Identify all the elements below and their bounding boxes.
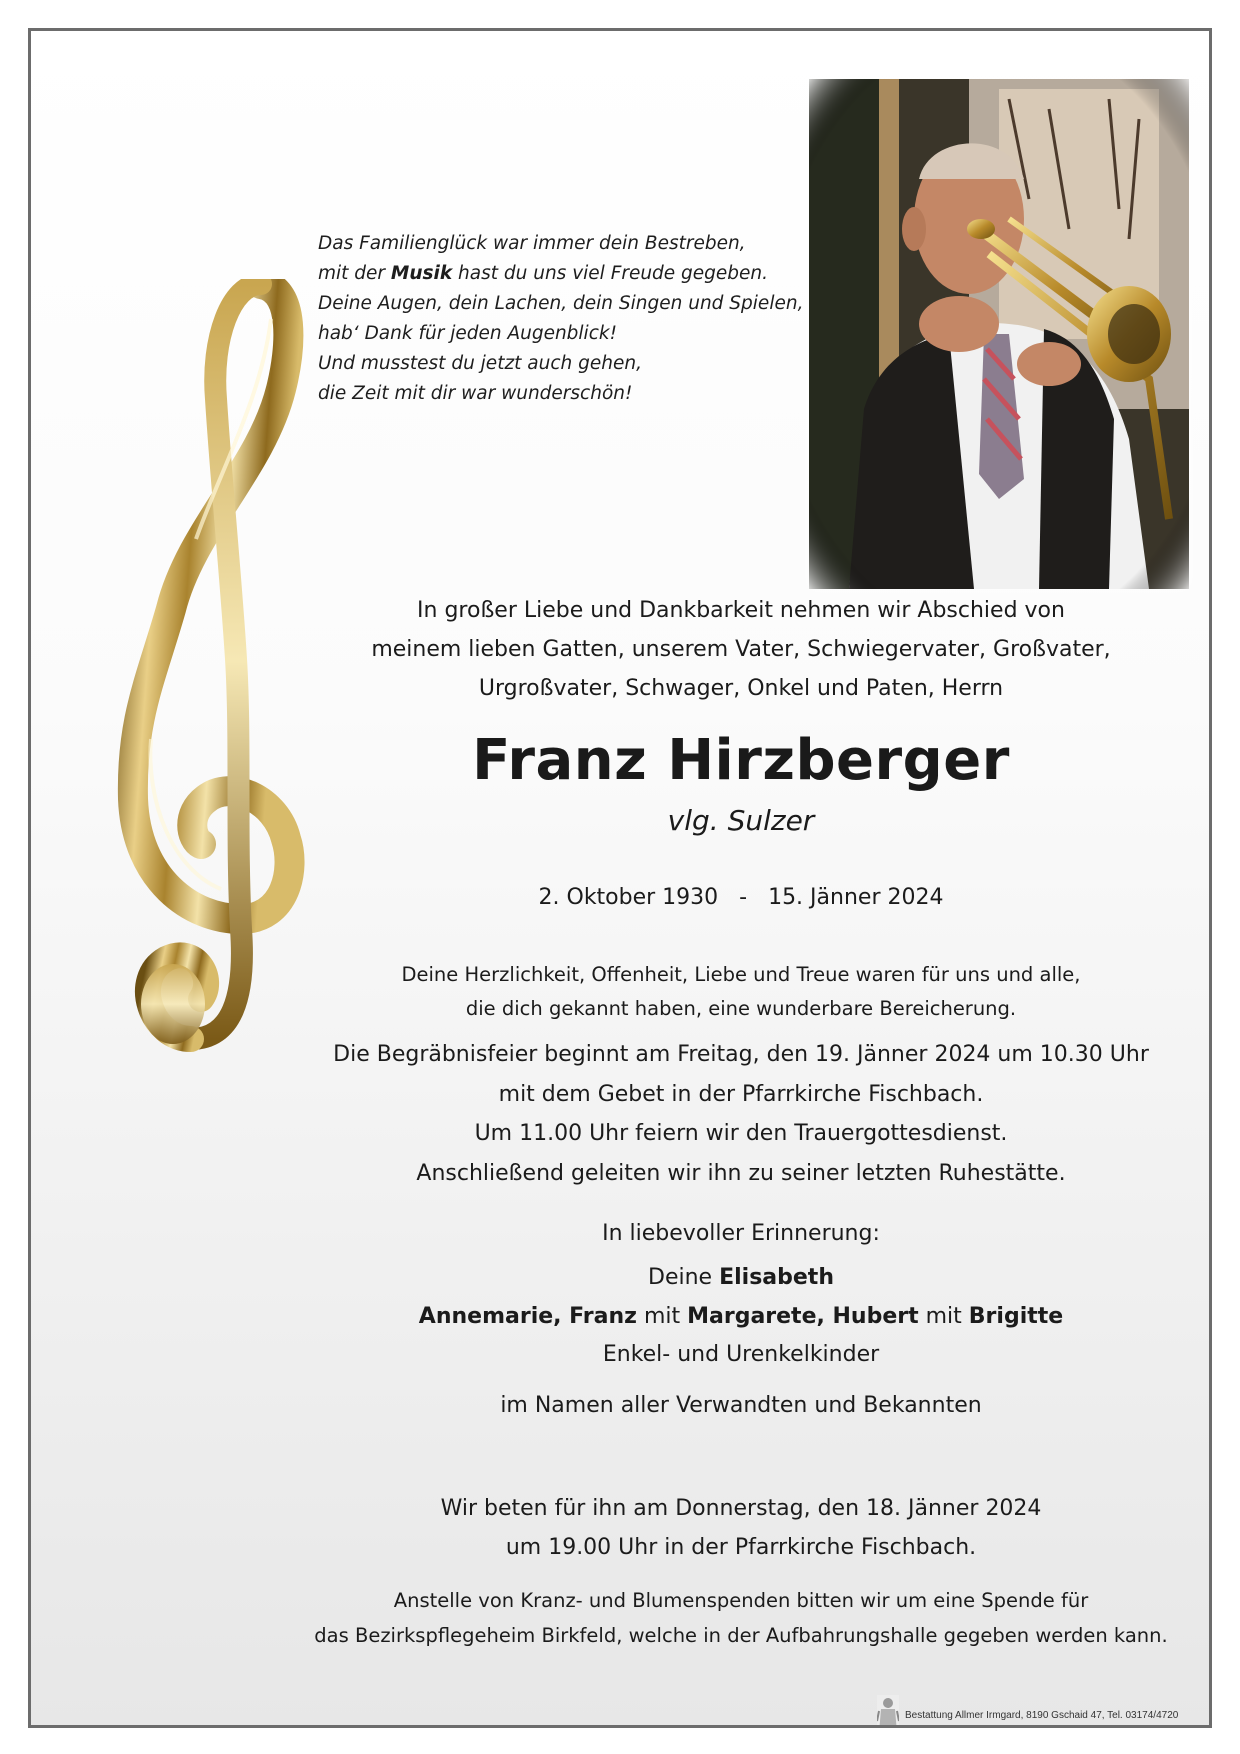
prayer-line: Wir beten für ihn am Donnerstag, den 18. Jänner 2024: [440, 1496, 1042, 1521]
life-dates: 2. Oktober 1930 - 15. Jänner 2024: [538, 885, 944, 910]
tribute-line: die dich gekannt haben, eine wunderbare Bereicherung.: [465, 997, 1017, 1020]
portrait-photo: [809, 79, 1189, 589]
poem-line: Das Familienglück war immer dein Bestreben,: [318, 233, 746, 254]
mourner-prefix: Deine: [648, 1265, 720, 1290]
angel-logo-icon: [877, 1695, 899, 1728]
tribute-line: Deine Herzlichkeit, Offenheit, Liebe und Treue waren für uns und alle,: [401, 963, 1081, 986]
deceased-name: Franz Hirzberger: [472, 728, 1010, 793]
obituary-card: [28, 28, 1212, 1728]
mourner-conjunction: mit: [636, 1303, 688, 1329]
mourner-children: [261, 1298, 1212, 1337]
funeral-home-footer: [877, 1703, 1178, 1727]
mourner-relatives: im Namen aller Verwandten und Bekannten: [500, 1393, 982, 1418]
mourner-wife: [261, 1259, 1212, 1298]
poem-line: hab‘ Dank für jeden Augenblick!: [318, 323, 617, 344]
poem-line: [318, 259, 798, 289]
funeral-line: mit dem Gebet in der Pfarrkirche Fischbach.: [498, 1081, 984, 1107]
donation-line: Anstelle von Kranz- und Blumenspenden bitten wir um eine Spende für: [393, 1589, 1089, 1612]
deceased-alias: vlg. Sulzer: [667, 804, 815, 837]
tribute-text: [261, 958, 1212, 1026]
poem: [318, 229, 804, 409]
poem-line: Deine Augen, dein Lachen, dein Singen und Spielen,: [318, 293, 804, 314]
mourner-conjunction: mit: [918, 1303, 969, 1329]
mourner-grandchildren: Enkel- und Urenkelkinder: [602, 1342, 880, 1367]
intro-line: meinem lieben Gatten, unserem Vater, Schwiegervater, Großvater,: [371, 637, 1111, 662]
funeral-details: [261, 1035, 1212, 1193]
poem-line: die Zeit mit dir war wunderschön!: [318, 383, 633, 404]
poem-line: Und musstest du jetzt auch gehen,: [318, 353, 642, 374]
donation-line: das Bezirkspflegeheim Birkfeld, welche in der Aufbahrungshalle gegeben werden kann.: [314, 1624, 1168, 1647]
funeral-line: Die Begräbnisfeier beginnt am Freitag, den 19. Jänner 2024 um 10.30 Uhr: [333, 1042, 1149, 1067]
funeral-line: Um 11.00 Uhr feiern wir den Trauergottesdienst.: [474, 1121, 1008, 1146]
funeral-home-text: Bestattung Allmer Irmgard, 8190 Gschaid 47, Tel. 03174/4720: [905, 1709, 1179, 1721]
mourner-name: Brigitte: [968, 1303, 1064, 1329]
mourners-list: [261, 1259, 1212, 1375]
prayer-line: um 19.00 Uhr in der Pfarrkirche Fischbach.: [505, 1535, 977, 1560]
poem-emphasis: Musik: [390, 263, 453, 284]
prayer-details: [261, 1489, 1212, 1567]
donation-note: [261, 1583, 1212, 1653]
mourner-name: Annemarie, Franz: [418, 1303, 637, 1329]
intro-line: Urgroßvater, Schwager, Onkel und Paten, Herrn: [478, 676, 1004, 701]
mourner-name: Elisabeth: [719, 1265, 834, 1290]
intro-line: In großer Liebe und Dankbarkeit nehmen wir Abschied von: [417, 598, 1065, 623]
mourner-name: Margarete, Hubert: [687, 1303, 919, 1329]
memory-label: In liebevoller Erinnerung:: [602, 1221, 880, 1246]
funeral-line: Anschließend geleiten wir ihn zu seiner letzten Ruhestätte.: [416, 1160, 1066, 1186]
poem-text: mit der: [318, 263, 391, 284]
intro-text: [261, 591, 1212, 708]
poem-text: hast du uns viel Freude gegeben.: [452, 263, 769, 284]
